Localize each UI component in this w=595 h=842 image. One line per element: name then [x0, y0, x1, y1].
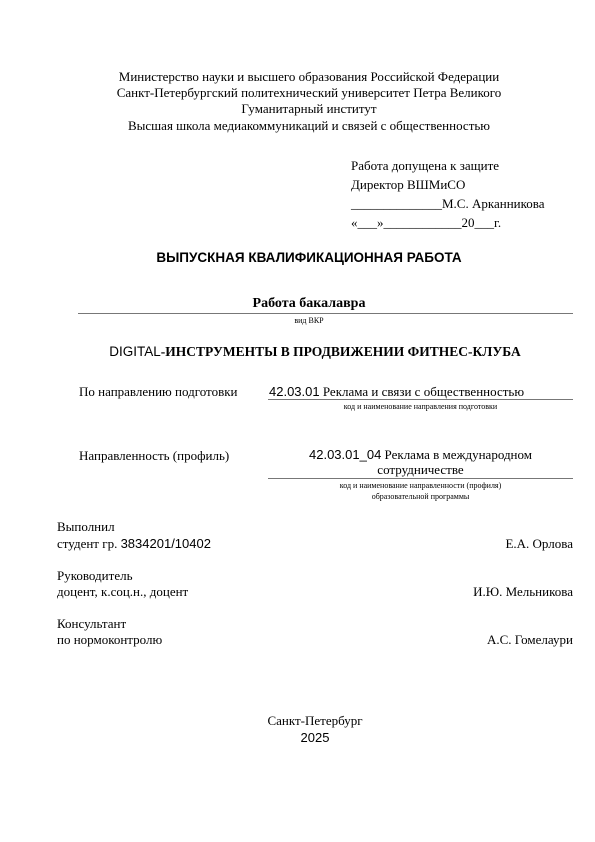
- direction-caption: код и наименование направления подготовки: [343, 402, 498, 411]
- document-title: ВЫПУСКНАЯ КВАЛИФИКАЦИОННАЯ РАБОТА: [156, 250, 462, 265]
- consultant-name: А.С. Гомелаури: [487, 632, 573, 647]
- supervisor-label: Руководитель: [57, 568, 133, 583]
- school-line: Высшая школа медиакоммуникаций и связей с общественностью: [127, 118, 491, 133]
- approval-date-line: «___»____________20___г.: [351, 215, 502, 230]
- performed-label: Выполнил: [57, 519, 115, 534]
- direction-code: 42.03.01: [269, 384, 320, 399]
- director-name: М.С. Арканникова: [442, 196, 545, 211]
- direction-name: Реклама и связи с общественностью: [319, 384, 525, 399]
- approval-line: Работа допущена к защите: [351, 158, 500, 173]
- supervisor-position: доцент, к.соц.н., доцент: [57, 584, 189, 599]
- consultant-label: Консультант: [57, 616, 127, 631]
- city: Санкт-Петербург: [267, 713, 363, 728]
- student-name: Е.А. Орлова: [505, 536, 573, 551]
- topic-latin-part: DIGITAL: [109, 344, 161, 359]
- director-signature: [351, 194, 545, 213]
- profile-caption-line1: код и наименование направленности (профиля): [339, 481, 502, 490]
- profile-code: 42.03.01_04: [309, 447, 382, 462]
- institute-line: Гуманитарный институт: [241, 101, 377, 116]
- ministry-line: Министерство науки и высшего образования Российской Федерации: [118, 69, 500, 84]
- director-title: Директор ВШМиСО: [351, 177, 466, 192]
- work-type-caption: вид ВКР: [294, 316, 324, 325]
- profile-name-line2: сотрудничестве: [377, 462, 464, 477]
- profile-name-line1: Реклама в международном: [381, 447, 532, 462]
- profile-underline: [268, 478, 573, 479]
- direction-value: [269, 384, 524, 400]
- student-prefix: студент гр.: [57, 536, 121, 551]
- direction-underline: [268, 399, 573, 400]
- direction-label: По направлению подготовки: [79, 384, 238, 399]
- work-type: Работа бакалавра: [252, 296, 366, 311]
- profile-value-line1: [268, 447, 573, 463]
- profile-label: Направленность (профиль): [79, 448, 230, 463]
- topic-rest: -ИНСТРУМЕНТЫ В ПРОДВИЖЕНИИ ФИТНЕС-КЛУБА: [160, 344, 521, 359]
- student-group: [57, 536, 211, 552]
- year: 2025: [300, 730, 330, 745]
- group-number: 3834201/10402: [120, 536, 211, 551]
- profile-caption-line2: образовательной программы: [371, 492, 470, 501]
- work-type-underline: [78, 313, 573, 314]
- consultant-position: по нормоконтролю: [57, 632, 163, 647]
- supervisor-name: И.Ю. Мельникова: [473, 584, 573, 599]
- signature-blank: ______________: [351, 196, 442, 211]
- university-line: Санкт-Петербургский политехнический университет Петра Великого: [116, 85, 502, 100]
- thesis-topic: [0, 344, 595, 360]
